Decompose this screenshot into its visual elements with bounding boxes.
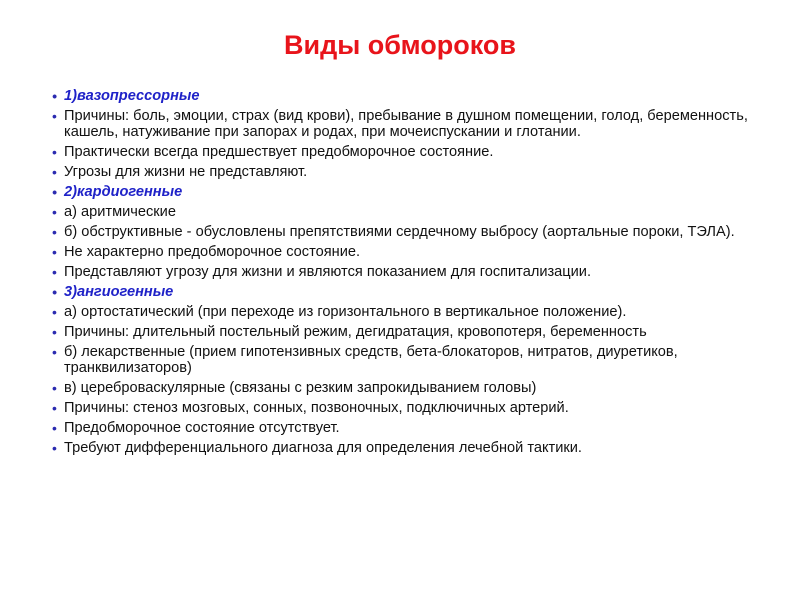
- bullet-text: • 2)кардиогенные: [64, 184, 183, 200]
- bullet-item: [52, 108, 757, 140]
- bullet-item: [52, 440, 757, 456]
- bullet-item: [52, 420, 757, 436]
- bullet-item: [52, 344, 757, 376]
- bullet-item: [52, 224, 757, 240]
- bullet-text: • Требуют дифференциального диагноза для определения лечебной тактики.: [64, 440, 582, 456]
- bullet-text: • Не характерно предобморочное состояние.: [64, 244, 361, 260]
- bullet-text: • б) лекарственные (прием гипотензивных средств, бета-блокаторов, нитратов, диуретиков,: [64, 344, 678, 360]
- section-heading: [52, 284, 757, 300]
- section-heading: [52, 88, 757, 104]
- bullet-item: [52, 400, 757, 416]
- bullet-text: • Представляют угрозу для жизни и являются показанием для госпитализации.: [64, 264, 592, 280]
- bullet-text: • б) обструктивные - обусловлены препятствиями сердечному выбросу (аортальные пороки, ТЭЛА).: [64, 224, 735, 240]
- bullet-item: [52, 144, 757, 160]
- bullet-item: [52, 324, 757, 340]
- bullet-text: • Предобморочное состояние отсутствует.: [64, 420, 340, 436]
- bullet-text: • 1)вазопрессорные: [64, 88, 200, 104]
- bullet-text: • а) аритмические: [64, 204, 176, 220]
- bullet-text: • а) ортостатический (при переходе из горизонтального в вертикальное положение).: [64, 304, 627, 320]
- bullet-item: [52, 264, 757, 280]
- bullet-text: • Практически всегда предшествует предобморочное состояние.: [64, 144, 494, 160]
- bullet-text: • 3)ангиогенные: [64, 284, 174, 300]
- bullet-list: [52, 88, 757, 460]
- bullet-item: [52, 244, 757, 260]
- bullet-item: [52, 204, 757, 220]
- bullet-text: транквилизаторов): [64, 360, 192, 376]
- bullet-item: [52, 164, 757, 180]
- bullet-text: • Причины: боль, эмоции, страх (вид крови), пребывание в душном помещении, голод, беременность, кашель, натуживание при запорах и родах, при мочеиспускании и глотании.: [64, 108, 748, 140]
- bullet-text: • в) цереброваскулярные (связаны с резким запрокидыванием головы): [64, 380, 537, 396]
- bullet-text: • Причины: стеноз мозговых, сонных, позвоночных, подключичных артерий.: [64, 400, 569, 416]
- section-heading: [52, 184, 757, 200]
- slide-title: Виды обмороков: [284, 30, 516, 60]
- bullet-text: • Угрозы для жизни не представляют.: [64, 164, 308, 180]
- bullet-text: • Причины: длительный постельный режим, дегидратация, кровопотеря, беременность: [64, 324, 647, 340]
- bullet-item: [52, 380, 757, 396]
- bullet-item: [52, 304, 757, 320]
